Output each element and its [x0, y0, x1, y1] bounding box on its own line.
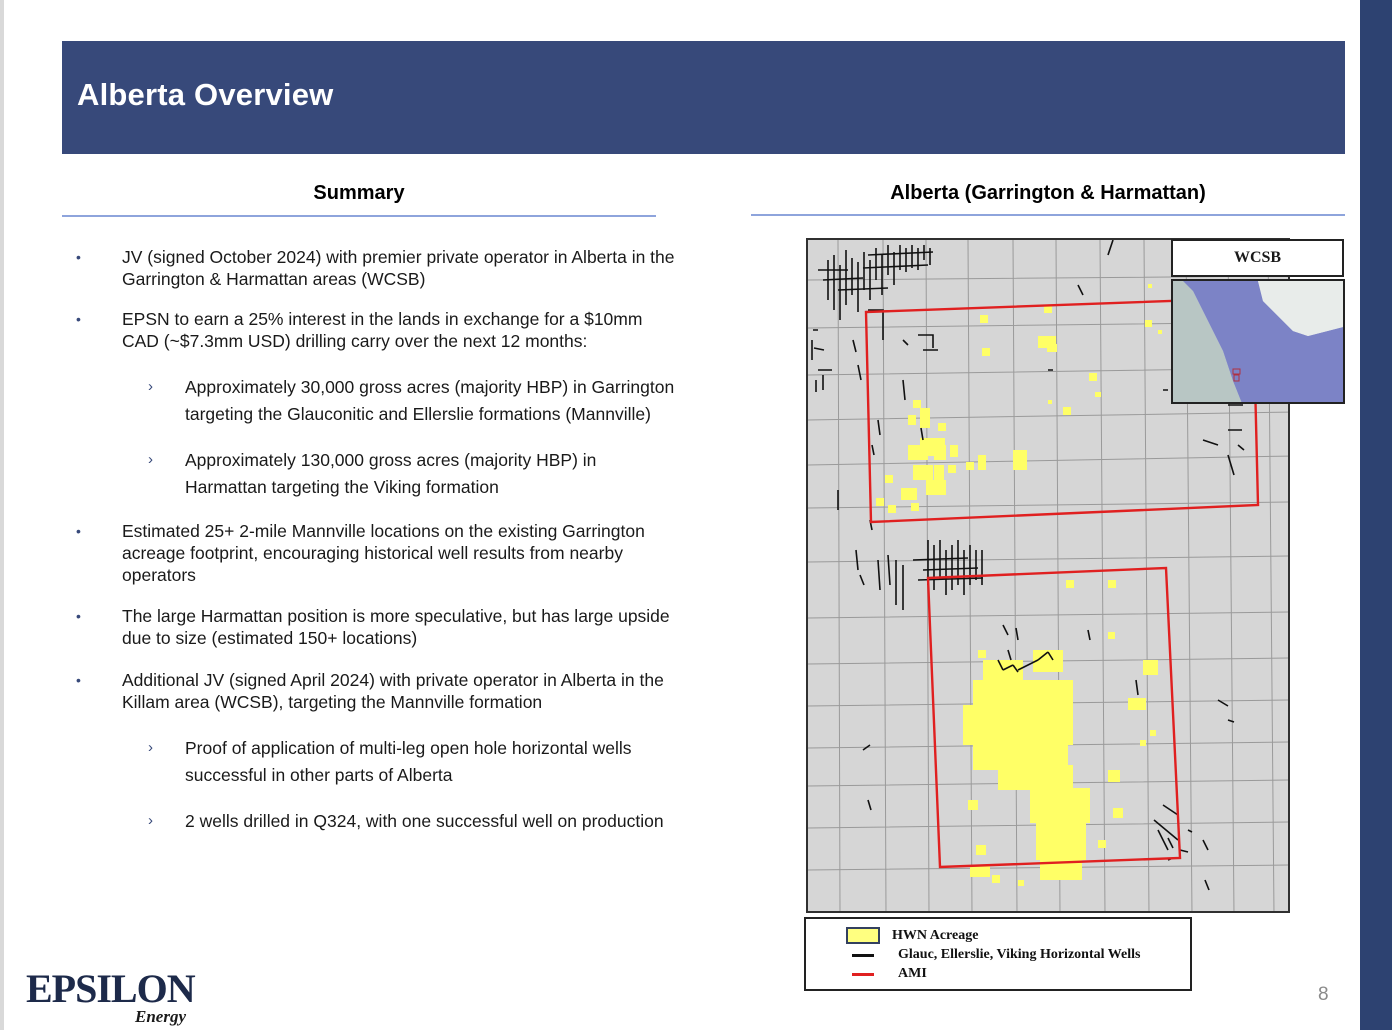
bullet-text: Additional JV (signed April 2024) with private operator in Alberta in the Killam area (WCSB), targeting the Mannville formation	[122, 670, 664, 712]
bullet-dot-icon: •	[76, 523, 81, 539]
summary-rule	[62, 215, 656, 217]
bullet-item	[62, 308, 682, 352]
company-logo	[26, 955, 206, 1030]
summary-heading: Summary	[313, 182, 405, 204]
title-bar	[62, 41, 1345, 154]
wcsb-inset-map	[1171, 279, 1345, 404]
chevron-right-icon: ›	[148, 378, 153, 395]
bullet-text: EPSN to earn a 25% interest in the lands in exchange for a $10mm CAD (~$7.3mm USD) drilling carry over the next 12 months:	[122, 309, 643, 351]
hwn-acreage	[876, 284, 1162, 886]
legend-item-acreage	[846, 927, 978, 944]
legend-label: HWN Acreage	[892, 927, 979, 943]
acreage-swatch-icon	[846, 927, 880, 944]
inset-map-label: WCSB	[1171, 239, 1344, 277]
sub-bullet-item	[62, 735, 682, 788]
bullet-dot-icon: •	[76, 311, 81, 327]
sub-bullet-text: Proof of application of multi-leg open hole horizontal wells successful in other parts of Alberta	[185, 738, 632, 785]
ami-line-icon	[852, 973, 874, 976]
sub-bullet-item	[62, 447, 682, 500]
logo-subtitle: Energy	[135, 1007, 186, 1026]
bullet-dot-icon: •	[76, 249, 81, 265]
sub-bullet-item	[62, 374, 682, 427]
map-heading: Alberta (Garrington & Harmattan)	[890, 182, 1206, 204]
bullet-text: Estimated 25+ 2-mile Mannville locations on the existing Garrington acreage footprint, encouraging historical well results from nearby operators	[122, 521, 645, 585]
sub-bullet-text: 2 wells drilled in Q324, with one successful well on production	[185, 811, 664, 831]
bullet-item	[62, 669, 682, 713]
bullet-item	[62, 605, 682, 649]
sub-bullet-text: Approximately 130,000 gross acres (majority HBP) in Harmattan targeting the Viking formation	[185, 450, 597, 497]
bullet-item	[62, 520, 682, 586]
sub-bullet-text: Approximately 30,000 gross acres (majority HBP) in Garrington targeting the Glauconitic and Ellerslie formations (Mannville)	[185, 377, 675, 424]
chevron-right-icon: ›	[148, 739, 153, 756]
map-legend	[804, 917, 1192, 991]
logo-wordmark: EPSILON	[26, 966, 195, 1011]
wcsb-basin-graphic	[1173, 281, 1345, 404]
left-gutter	[0, 0, 4, 1030]
bullet-item	[62, 246, 682, 290]
right-accent-band	[1360, 0, 1392, 1030]
legend-item-wells	[846, 947, 1140, 963]
chevron-right-icon: ›	[148, 451, 153, 468]
bullet-text: The large Harmattan position is more speculative, but has large upside due to size (estimated 150+ locations)	[122, 606, 670, 648]
well-line-icon	[852, 954, 874, 957]
map-rule	[751, 214, 1345, 216]
chevron-right-icon: ›	[148, 812, 153, 829]
legend-label: AMI	[898, 966, 927, 981]
summary-bullets	[62, 246, 682, 855]
bullet-dot-icon: •	[76, 672, 81, 688]
bullet-dot-icon: •	[76, 608, 81, 624]
legend-item-ami	[846, 966, 927, 982]
bullet-text: JV (signed October 2024) with premier private operator in Alberta in the Garrington & Harmattan areas (WCSB)	[122, 247, 675, 289]
sub-bullet-item	[62, 808, 682, 835]
legend-label: Glauc, Ellerslie, Viking Horizontal Wells	[898, 947, 1141, 962]
page-number: 8	[1318, 984, 1329, 1005]
page-title: Alberta Overview	[77, 77, 334, 112]
